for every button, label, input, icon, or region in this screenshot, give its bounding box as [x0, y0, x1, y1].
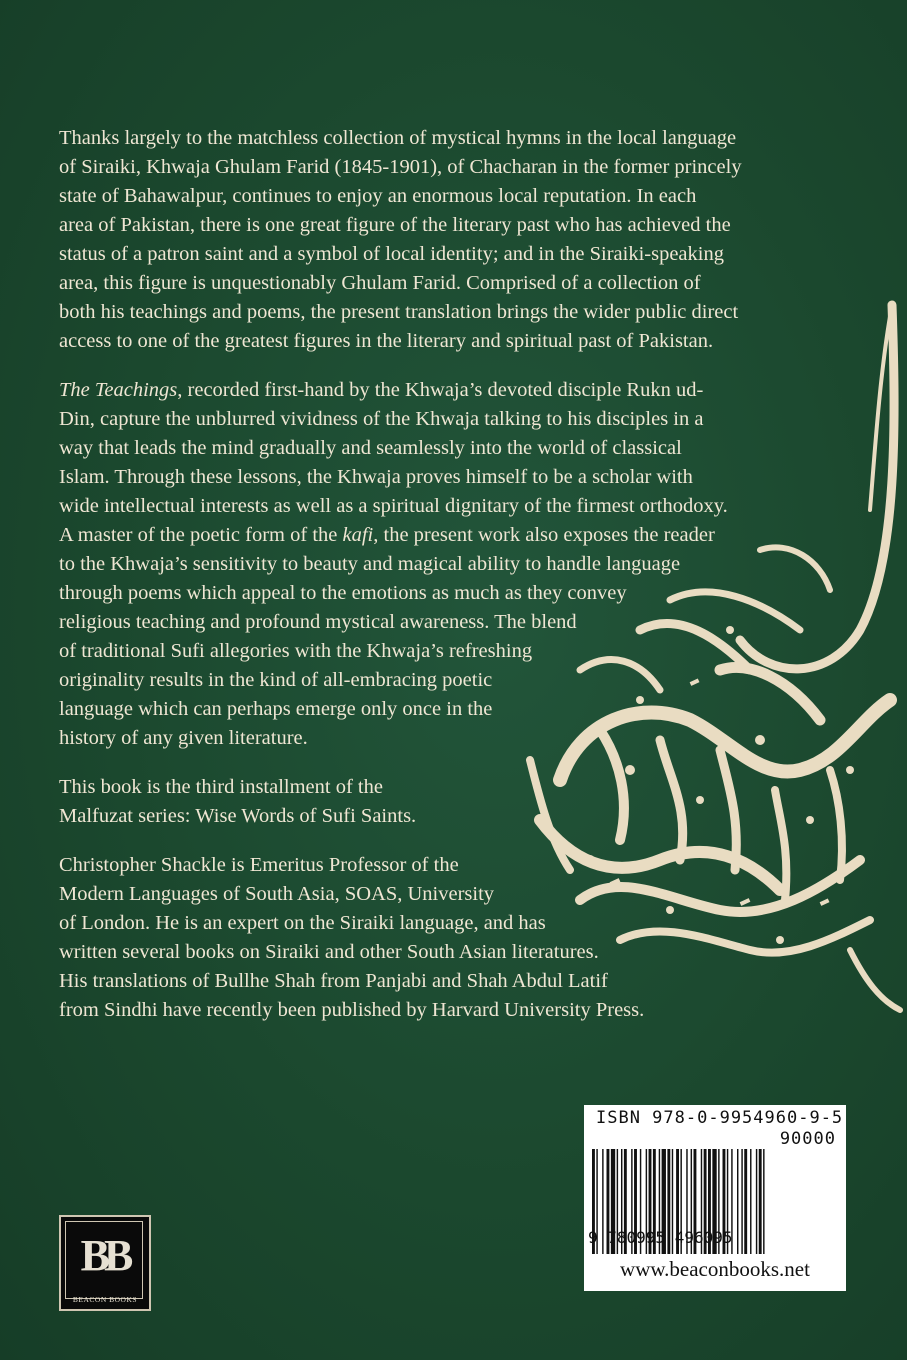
text-line: religious teaching and profound mystical awareness. The blend [59, 611, 577, 633]
text-line: status of a patron saint and a symbol of local identity; and in the Siraiki-speaking [59, 243, 724, 265]
paragraph-intro [59, 124, 839, 356]
text-line: Thanks largely to the matchless collection of mystical hymns in the local language [59, 127, 737, 149]
back-cover-text [59, 124, 849, 1045]
paragraph-author-bio [59, 851, 699, 1025]
text-line: of Siraiki, Khwaja Ghulam Farid (1845-1901), of Chacharan in the former princely [59, 156, 742, 178]
text-line: access to one of the greatest figures in the literary and spiritual past of Pakistan. [59, 330, 714, 352]
text-line: of traditional Sufi allegories with the Khwaja’s refreshing [59, 640, 533, 662]
text-line: This book is the third installment of the [59, 776, 383, 798]
text-line: area of Pakistan, there is one great figure of the literary past who has achieved the [59, 214, 731, 236]
text-line: Christopher Shackle is Emeritus Professor of the [59, 854, 459, 876]
text-line [59, 521, 715, 550]
text-line: His translations of Bullhe Shah from Panjabi and Shah Abdul Latif [59, 970, 608, 992]
text-line: history of any given literature. [59, 727, 308, 749]
kafi-term: kafi [342, 524, 374, 546]
logo-frame [65, 1221, 143, 1299]
text-line: to the Khwaja’s sensitivity to beauty and magical ability to handle language [59, 553, 681, 575]
text-line: Modern Languages of South Asia, SOAS, University [59, 883, 495, 905]
barcode-panel [584, 1105, 846, 1291]
text-line: wide intellectual interests as well as a spiritual dignitary of the firmest orthodoxy. [59, 495, 728, 517]
book-title: The Teachings [59, 379, 178, 401]
text-line: Islam. Through these lessons, the Khwaja proves himself to be a scholar with [59, 466, 693, 488]
text-fragment: , the present work also exposes the reader [373, 524, 715, 546]
text-line: Din, capture the unblurred vividness of the Khwaja talking to his disciples in a [59, 408, 704, 430]
isbn-digits: 9 780995 496095 [588, 1228, 733, 1247]
text-line: area, this figure is unquestionably Ghulam Farid. Comprised of a collection of [59, 272, 701, 294]
publisher-name: BEACON BOOKS [72, 1295, 138, 1304]
text-line [59, 376, 704, 405]
text-line: language which can perhaps emerge only once in the [59, 698, 493, 720]
text-fragment: A master of the poetic form of the [59, 524, 343, 546]
text-fragment: , recorded first-hand by the Khwaja’s devoted disciple Rukn ud- [177, 379, 704, 401]
text-line: way that leads the mind gradually and seamlessly into the world of classical [59, 437, 682, 459]
text-line: from Sindhi have recently been published by Harvard University Press. [59, 999, 645, 1021]
logo-letters: BB [80, 1231, 128, 1280]
text-line: originality results in the kind of all-embracing poetic [59, 669, 493, 691]
paragraph-series [59, 773, 479, 831]
text-line: of London. He is an expert on the Siraiki language, and has [59, 912, 546, 934]
text-line: Malfuzat series: Wise Words of Sufi Saints. [59, 805, 417, 827]
publisher-website: www.beaconbooks.net [620, 1257, 810, 1281]
text-line: written several books on Siraiki and other South Asian literatures. [59, 941, 599, 963]
price-code: 90000 [779, 1129, 836, 1149]
beacon-books-logo [59, 1215, 151, 1311]
text-line: both his teachings and poems, the present translation brings the wider public direct [59, 301, 739, 323]
isbn-label: ISBN 978-0-9954960-9-5 [596, 1108, 844, 1128]
text-line: state of Bahawalpur, continues to enjoy an enormous local reputation. In each [59, 185, 697, 207]
paragraph-teachings [59, 376, 728, 753]
text-line: through poems which appeal to the emotions as much as they convey [59, 582, 627, 604]
